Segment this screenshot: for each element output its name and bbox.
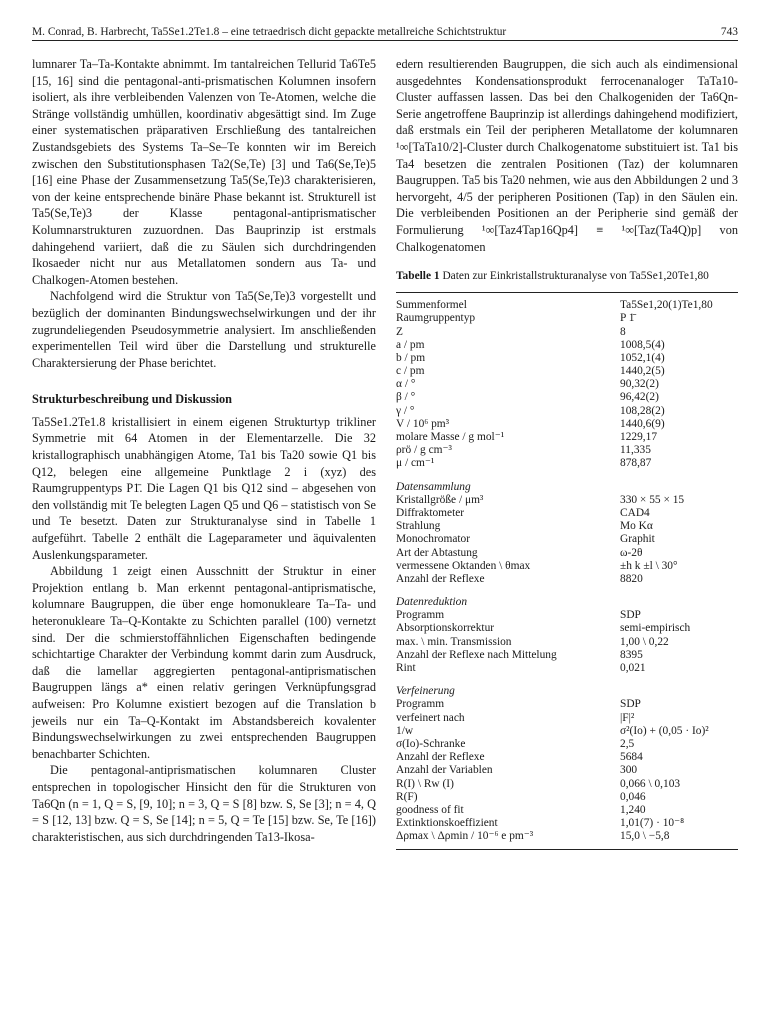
table-cell-label: R(I) \ Rw (I) <box>396 777 454 790</box>
table-row <box>396 547 738 560</box>
table-caption-label: Tabelle 1 <box>396 270 440 283</box>
table-cell-value: 1,00 \ 0,22 <box>620 635 669 648</box>
table-row <box>396 649 738 662</box>
table-cell-label: Z <box>396 325 403 338</box>
table-row <box>396 326 738 339</box>
table-cell-value: 300 <box>620 764 638 777</box>
table-bottom-rule <box>396 849 738 850</box>
table-cell-value: P 1̄ <box>620 312 635 325</box>
table-cell-value: 15,0 \ −5,8 <box>620 830 670 843</box>
table-row <box>396 712 738 725</box>
table-cell-value: 96,42(2) <box>620 391 659 404</box>
table-cell-label: Summenformel <box>396 299 467 312</box>
table-cell-label: β / ° <box>396 391 416 404</box>
table-section-heading: Datensammlung <box>396 480 471 493</box>
table-cell-value: 2,5 <box>620 737 635 750</box>
section-title: Strukturbeschreibung und Diskussion <box>32 392 233 407</box>
table-row <box>396 299 738 312</box>
table-cell-value: 8820 <box>620 572 643 585</box>
table-cell-label: molare Masse / g mol⁻¹ <box>396 431 505 443</box>
table-cell-label: Anzahl der Reflexe <box>396 572 485 585</box>
table-row <box>396 636 738 649</box>
table-row <box>396 791 738 804</box>
table-cell-label: a / pm <box>396 338 425 351</box>
table-cell-value: 1440,2(5) <box>620 365 665 378</box>
table-cell-label: Kristallgröße / μm³ <box>396 493 484 506</box>
table-cell-label: max. \ min. Transmission <box>396 635 512 648</box>
table-cell-value: SDP <box>620 698 641 711</box>
paragraph: Abbildung 1 zeigt einen Ausschnitt der Struktur in einer Projektion entlang b. Man erkennt pentagonal-antiprismatische, kolumnare Baugruppen, die über enge homonukleare Ta–Ta- und heteronukleare Ta–Q-Kontakte zu Schichten parallel (100) vernetzt sind. Der die schmierstoffähnlichen Eigenschaften bedingende schichtartige Charakter der Verbindung kommt darin zum Ausdruck, daß die lamellar aggregierten pentagonal-antiprismatischen Baugruppen längs a* einen relativ geringen Verknüpfungsgrad aufweisen: Pro Kolumne existiert bezogen auf die Translation b jeweils nur ein Ta–Q-Kontakt im Abstandsbereich kovalenter Bindungswechselwirkungen zu zwei entsprechenden Baugruppen benachbarter Schichten. <box>32 564 376 761</box>
running-header <box>32 23 738 41</box>
data-table <box>396 299 738 843</box>
table-cell-label: σ(Io)-Schranke <box>396 737 466 750</box>
table-row <box>396 312 738 325</box>
table-row <box>396 830 738 843</box>
table-row <box>396 725 738 738</box>
table-cell-label: Programm <box>396 698 445 711</box>
table-cell-value: 108,28(2) <box>620 404 665 417</box>
table-cell-value: σ²(Io) + (0,05 · Io)² <box>620 724 709 737</box>
table-cell-label: Anzahl der Variablen <box>396 764 493 777</box>
table-cell-label: c / pm <box>396 365 425 378</box>
table-cell-label: Art der Abtastung <box>396 546 478 559</box>
table-cell-value: 11,335 <box>620 444 651 457</box>
table-row <box>396 817 738 830</box>
table-cell-value: 0,021 <box>620 662 646 675</box>
paragraph: lumnarer Ta–Ta-Kontakte abnimmt. Im tantalreichen Tellurid Ta6Te5 [15, 16] sind die pentagonal-anti-prismatischen Kolumnen insofern isoliert, als ihre verbleibenden Valenzen von Te-Atomen, welche die Stränge vollständig umhüllen, koordinativ abgesättigt sind. Im Zuge einer systematischen präparativen Erschließung des tantalreichen Zustandsgebiets des Systems Ta–Se–Te konnten wir im Bereich zwischen den Substitutionsphasen Ta2(Se,Te) [3] und Ta6(Se,Te)5 [16] eine Phase der Zusammensetzung Ta5(Se,Te)3 charakterisieren, von der keine entsprechende binäre Phase bekannt ist. Strukturell ist Ta5(Se,Te)3 der Klasse pentagonal-antiprismatischer Kolumnarstrukturen zuzuordnen. Das Bauprinzip ist erstmals dahingehend variiert, daß die zu Säulen sich durchdringenden Ikosaeder nicht nur aus Metallatomen sondern aus Ta- und Chalkogen-Atomen bestehen. <box>32 57 376 287</box>
table-row <box>396 378 738 391</box>
table-cell-label: γ / ° <box>396 404 415 417</box>
running-title: M. Conrad, B. Harbrecht, Ta5Se1.2Te1.8 – eine tetraedrisch dicht gepackte metallreiche Schichtstruktur <box>32 26 507 38</box>
table-row <box>396 391 738 404</box>
table-row <box>396 560 738 573</box>
table-row <box>396 457 738 470</box>
table-cell-label: Programm <box>396 609 445 622</box>
table-row <box>396 405 738 418</box>
table-cell-value: ω-2θ <box>620 546 643 559</box>
table-cell-value: 0,046 <box>620 790 646 803</box>
table-row <box>396 662 738 675</box>
table-cell-value: Ta5Se1,20(1)Te1,80 <box>620 299 713 312</box>
right-column <box>396 56 738 850</box>
table-row <box>396 738 738 751</box>
table-cell-value: |F|² <box>620 711 635 724</box>
table-cell-value: 1,01(7) · 10⁻⁸ <box>620 817 685 830</box>
table-row <box>396 778 738 791</box>
table-row <box>396 339 738 352</box>
table-row <box>396 418 738 431</box>
table-row <box>396 431 738 444</box>
table-row <box>396 751 738 764</box>
table-cell-value: Graphit <box>620 533 655 546</box>
table-cell-value: 0,066 \ 0,103 <box>620 777 681 790</box>
paragraph: Ta5Se1.2Te1.8 kristallisiert in einem eigenen Strukturtyp trikliner Symmetrie mit 64 Atomen in der Elementarzelle. Die 32 kristallographisch unabhängigen Atome, Ta1 bis Ta20 sowie Q1 bis Q12, belegen eine allgemeine Punktlage 2 i (xyz) des Raumgruppentyps P1̄. Die Lagen Q1 bis Q12 sind – abgesehen von den vollständig mit Te belegten Lagen Q5 und Q6 – statistisch von Se und Te besetzt. Daten zur Strukturanalyse sind in Tabelle 1 aufgeführt. Tabelle 2 enthält die Lageparameter und äquivalenten Auslenkungsparameter. <box>32 414 376 562</box>
table-cell-value: 1,240 <box>620 803 646 816</box>
header-rule <box>32 40 738 41</box>
table-cell-label: Anzahl der Reflexe <box>396 751 485 764</box>
paragraph: Die pentagonal-antiprismatischen kolumnaren Cluster entsprechen in topologischer Hinsicht den für die Strukturen von Ta6Qn (n = 1, Q = S, [9, 10]; n = 3, Q = S [8] bzw. S, Se [3]; n = 4, Q = S [12, 13] bzw. Q = S, Se [14]; n = 5, Q = Te [15] bzw. Se, Te [16]) charakteristischen, aus sich durchdringenden Ta13-Ikosa- <box>32 763 376 844</box>
table-cell-label: Extinktionskoeffizient <box>396 817 498 830</box>
table-cell-label: V / 10⁶ pm³ <box>396 417 450 430</box>
table-cell-label: R(F) <box>396 790 418 803</box>
table-top-rule <box>396 292 738 293</box>
table-row <box>396 573 738 586</box>
table-cell-label: verfeinert nach <box>396 711 465 724</box>
table-cell-label: Monochromator <box>396 533 471 546</box>
table-row <box>396 804 738 817</box>
table-row <box>396 622 738 635</box>
table-cell-value: 8395 <box>620 648 643 661</box>
table-cell-value: 5684 <box>620 751 643 764</box>
table-section-heading: Verfeinerung <box>396 685 455 698</box>
table-cell-value: SDP <box>620 609 641 622</box>
table-cell-label: α / ° <box>396 378 416 391</box>
page-number: 743 <box>720 26 738 38</box>
table-cell-label: vermessene Oktanden \ θmax <box>396 559 531 572</box>
table-cell-label: ρrö / g cm⁻³ <box>396 444 452 457</box>
table-cell-label: Δρmax \ Δρmin / 10⁻⁶ e pm⁻³ <box>396 830 534 843</box>
table-cell-value: 1008,5(4) <box>620 338 665 351</box>
table-cell-value: semi-empirisch <box>620 622 691 635</box>
table-row <box>396 444 738 457</box>
paragraph: edern resultierenden Baugruppen, die sich auch als eindimensional ausgedehntes Kondensationsprodukt ferrocenanaloger TaTa10-Cluster auffassen lassen. Das bei den Chalkogeniden der Ta6Qn-Serie angetroffene Bauprinzip ist allerdings dahingehend modifiziert, daß erstmals ein Teil der peripheren Metallatome der kolumnaren ¹∞[TaTa10/2]-Cluster durch Chalkogenatome substituiert ist. Ta1 bis Ta4 besetzen die zentralen Positionen (Taz) der kolumnaren Baugruppen. Ta5 bis Ta20 nehmen, wie aus den Abbildungen 2 und 3 hervorgeht, 4/5 der peripheren Positionen (Tap) in den Säulen ein. Die verbleibenden Positionen an der Peripherie sind gemäß der Formulierung ¹∞[Taz4Tap16Qp4] ≡ ¹∞[Taz(Ta4Q)p] von Chalkogenatomen <box>396 57 738 254</box>
table-cell-label: b / pm <box>396 351 426 364</box>
table-row <box>396 352 738 365</box>
table-row <box>396 698 738 711</box>
table-cell-value: ±h k ±l \ 30° <box>620 559 678 572</box>
table-cell-label: Raumgruppentyp <box>396 312 476 325</box>
table-cell-label: goodness of fit <box>396 803 464 816</box>
table-cell-value: 330 × 55 × 15 <box>620 493 685 506</box>
table-cell-label: 1/w <box>396 724 414 737</box>
table-row <box>396 494 738 507</box>
table-row <box>396 507 738 520</box>
table-cell-value: 90,32(2) <box>620 378 659 391</box>
table-row <box>396 533 738 546</box>
table-cell-label: Diffraktometer <box>396 506 465 519</box>
table-cell-label: Strahlung <box>396 520 441 533</box>
table-cell-value: 8 <box>620 325 626 338</box>
table-cell-value: Mo Kα <box>620 520 653 533</box>
table-cell-label: Rint <box>396 662 416 675</box>
table-caption-text: Daten zur Einkristallstrukturanalyse von Ta5Se1,20Te1,80 <box>442 270 709 283</box>
table-cell-label: Anzahl der Reflexe nach Mittelung <box>396 648 557 661</box>
table-caption <box>396 269 738 284</box>
table-cell-value: 878,87 <box>620 457 652 470</box>
table-section-heading: Datenreduktion <box>396 596 468 609</box>
table-row <box>396 764 738 777</box>
table-cell-label: Absorptionskorrektur <box>396 622 495 635</box>
table-cell-label: μ / cm⁻¹ <box>396 457 435 470</box>
table-cell-value: 1440,6(9) <box>620 417 665 430</box>
table-row <box>396 365 738 378</box>
table-row <box>396 609 738 622</box>
table-cell-value: CAD4 <box>620 506 650 519</box>
paragraph: Nachfolgend wird die Struktur von Ta5(Se,Te)3 vorgestellt und bezüglich der dominanten Bindungswechselwirkungen und der ihr zugrundeliegenden Pseudosymmetrie analysiert. Im anschließenden experimentellen Teil wird über die Darstellung und strukturelle Charaktersierung der Phase berichtet. <box>32 289 376 370</box>
table-cell-value: 1052,1(4) <box>620 351 665 364</box>
left-column <box>32 56 376 845</box>
table-cell-value: 1229,17 <box>620 431 658 443</box>
table-row <box>396 520 738 533</box>
